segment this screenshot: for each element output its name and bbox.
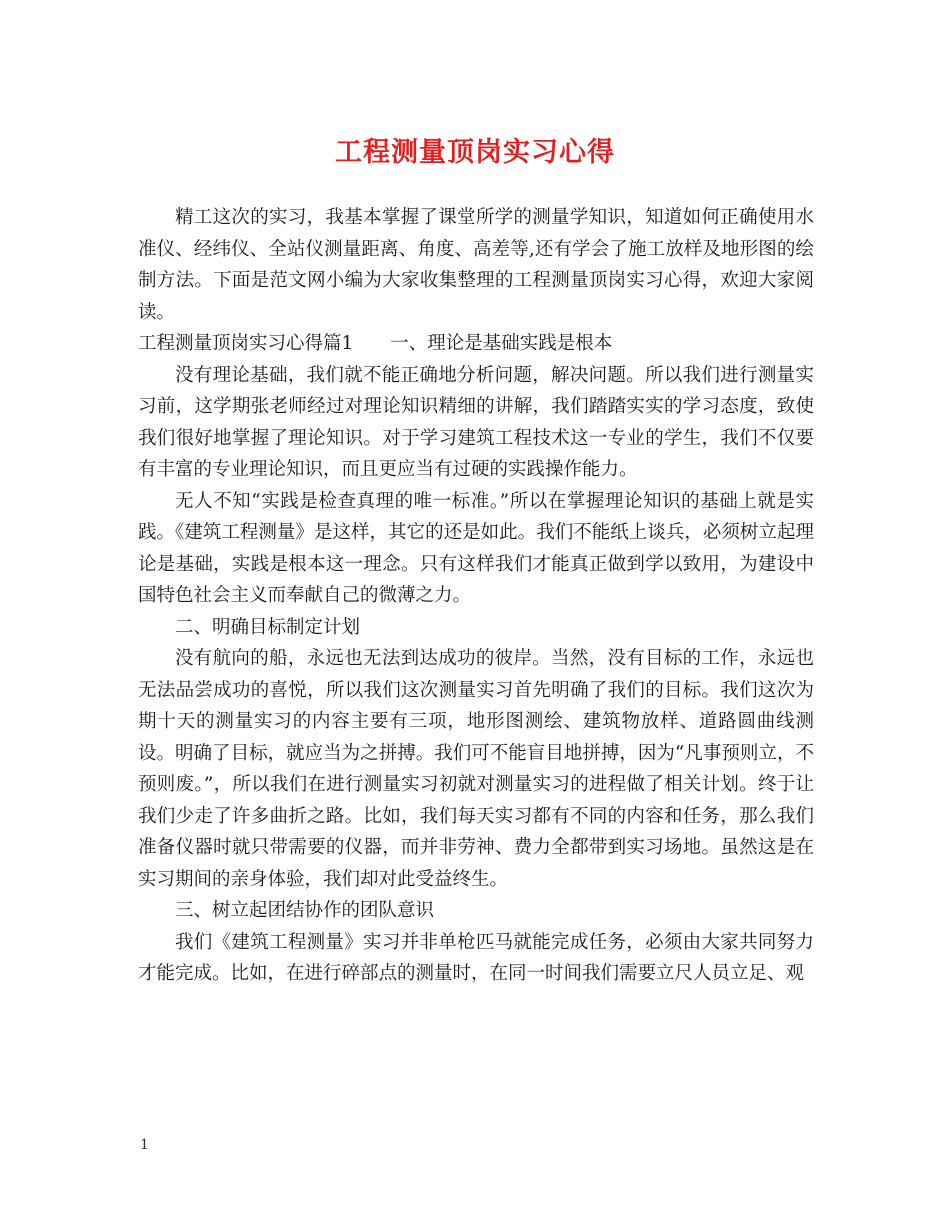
paragraph-intro: 精工这次的实习，我基本掌握了课堂所学的测量学知识，知道如何正确使用水准仪、经纬仪、全站仪测量距离、角度、高差等,还有学会了施工放样及地形图的绘制方法。下面是范文网小编为大家收集整理的工程测量顶岗实习心得，欢迎大家阅读。 xyxy=(138,207,814,323)
paragraph-goals: 没有航向的船，永远也无法到达成功的彼岸。当然，没有目标的工作，永远也无法品尝成功的喜悦，所以我们这次测量实习首先明确了我们的目标。我们这次为期十天的测量实习的内容主要有三项，地形图测绘、建筑物放样、道路圆曲线测设。明确了目标，就应当为之拼搏。我们可不能盲目地拼搏，因为“凡事预则立，不预则废。”，所以我们在进行测量实习初就对测量实习的进程做了相关计划。终于让我们少走了许多曲折之路。比如，我们每天实习都有不同的内容和任务，那么我们准备仪器时就只带需要的仪器，而并非劳神、费力全都带到实习场地。虽然这是在实习期间的亲身体验，我们却对此受益终生。 xyxy=(138,648,814,890)
section-heading-2: 二、明确目标制定计划 xyxy=(175,616,361,638)
paragraph-practice: 无人不知“实践是检查真理的唯一标准。”所以在掌握理论知识的基础上就是实践。《建筑工程测量》是这样，其它的还是如此。我们不能纸上谈兵，必须树立起理论是基础，实践是根本这一理念。只有这样我们才能真正做到学以致用，为建设中国特色社会主义而奉献自己的微薄之力。 xyxy=(138,490,814,606)
section-heading-1: 工程测量顶岗实习心得篇1 一、理论是基础实践是根本 xyxy=(138,333,613,354)
document-body xyxy=(138,202,814,990)
paragraph-theory: 没有理论基础，我们就不能正确地分析问题，解决问题。所以我们进行测量实习前，这学期张老师经过对理论知识精细的讲解，我们踏踏实实的学习态度，致使我们很好地掌握了理论知识。对于学习建筑工程技术这一专业的学生，我们不仅要有丰富的专业理论知识，而且更应当有过硬的实践操作能力。 xyxy=(138,364,814,480)
paragraph-teamwork: 我们《建筑工程测量》实习并非单枪匹马就能完成任务，必须由大家共同努力才能完成。比如，在进行碎部点的测量时，在同一时间我们需要立尺人员立足、观 xyxy=(138,931,814,984)
section-heading-3: 三、树立起团结协作的团队意识 xyxy=(175,900,435,921)
page-number: 1 xyxy=(140,1137,149,1153)
document-title: 工程测量顶岗实习心得 xyxy=(335,137,615,168)
